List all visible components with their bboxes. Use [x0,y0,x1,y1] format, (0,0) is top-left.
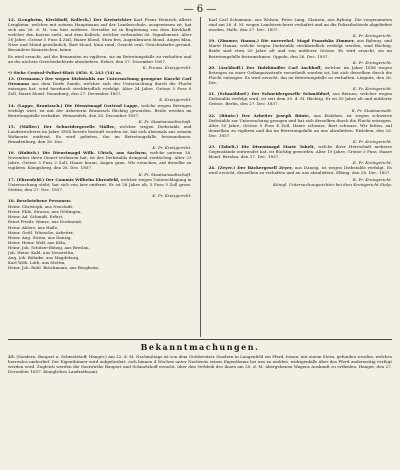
notice-heading: 14. (Lappe, Brantzsch.) Die Dienstmagd Gertrud Lappe, [8,102,140,108]
list-item: Heinr. Ad. Schmidt, Erfurt, [8,214,64,220]
notice-signature: K. Pr. Kreisgericht. [352,176,392,182]
notice-entry [8,124,192,144]
notice-heading: *) Siehe Central-Polizei-Blatt 1856. S. 243 (14) ac. [8,69,123,75]
notice-body: welche wegen Betruges verfolgt wird, ist mit der Arbeiterin Brantzsch flüchtig geworden. Beide werden im Betretungsfalle verhaftet. Weissenfels, den 26. December 1857. [8,102,192,118]
notice-heading: 24. (Zeyer.) Der Bäckergesell Zeyer, [208,165,293,171]
notice-signature: K. Preuss. Kreisgericht. [142,64,192,70]
notice-heading: 15. (Mäller.) Der Schneidergeselle Mäller, [8,123,116,129]
notice-heading: 16. (Habich.) Die Dienstmagd Wilh. Ulrich, aus Sachsen, [8,150,148,156]
notice-entry [8,54,192,64]
notice-body: aus Bernau, welcher wegen Diebstahls verfolgt wird, ist seit dem 20. d. M. flüchtig. Er ist 30 Jahre alt und mittlerer Grösse. Berlin, den 27. Dec. 1857. [208,91,392,107]
notice-signature: K. Pr. Kreisgericht. [352,160,392,166]
notice-body: aus dem Dorfe Sande, welcher sich der Untersuchung durch die Flucht entzogen hat, wird hierdurch steckbrieflich verfolgt. Alter 24 Jahre, Grösse 5 Fuss 6 Zoll, Haare blond. Naumburg, den 27. December 1857. [8,81,192,97]
notice-heading: 18. Beschriebene Personen: [8,198,72,204]
right-entries [208,17,392,182]
notice-entry [208,165,392,175]
column-divider [200,17,201,337]
list-item: Heinr. Joh. Ruhl. Brückmann, aus Bergheim, [8,264,100,270]
notice-signature: K. Pr. Kreisgericht. [152,193,192,199]
list-item: Heinr. Ehle, Strasse, aus Göttingen, [8,209,82,215]
notice-body: Es wird ersucht, auf die Benannten zu vigiliren, sie im Betretungsfalle zu verhaften und an die nächste Gerichtsbehörde abzuliefern. Erfurt, den 27. December 1857. [8,53,192,64]
list-item: Joh. Heinr. Kahl, aus Neustettin, [8,249,75,255]
notice-body: aus Danzig, ist wegen Diebstahls verfolgt. Es wird ersucht, denselben zu verhaften und an uns abzuliefern. Elbing, den 26. Dec. 1857. [208,165,392,176]
announcement-number: 25. [8,354,16,359]
notice-body: aus Ryburg, und Marie Hanna, welche wegen Diebstahls steckbrieflich verfolgt werden, sind flüchtig. Beide sind etwa 20 Jahre alt und von mittlerer Grösse. Es wird ersucht, sie im Betretungsfalle festzunehmen. Oppeln, den 26. Dec. 1857. [208,38,392,59]
notice-heading: 22. (Bünte.) Der Arbeiter Joseph Bünte, [208,112,311,118]
notice-body: welcher im Jahre 1856 wegen Betruges zu einer Gefängnissstrafe verurtheilt worden ist, hat sich derselben durch die Flucht entzogen. Es wird ersucht, ihn im Betretungsfalle zu verhaften. Liegnitz, den 26. Dec. [208,64,392,85]
list-item: Heinr. Joh. Schütze-Bötzig, aus Breslau, [8,244,90,250]
notice-signature: K. Pr. Kreisgericht. [352,86,392,92]
left-column [8,17,192,337]
notice-heading: 12. (Lengheim, Kirchhoff, Kolleck.) Der Kreisrichter [8,17,132,22]
list-item: Heinr. Heinr. Wolf, aus Köln, [8,239,67,245]
notice-heading: 17. (Ehrenfeld.) Der Commis Wilhelm Ehrenfeld, [8,176,120,182]
notice-signature: K. Pr. Staatsanwaltschaft. [138,171,192,177]
notice-entry [8,70,192,75]
notice-entry [8,76,192,96]
list-item: Ernst Friedr. Wanze, aus Dortmund, [8,219,83,225]
announcement-text: (Sondern, Baupert u. Schmelzhoff, Hanger.) Am 22. d. M. Nachmittags ist von dem Gutsbesitzer Sondern in Langenfeld ein Pferd, braun, mit einem Stern, gefunden worden, welches herrenlos umherlief. Der Eigenthümer wird aufgefordert, sich binnen 4 Wochen unter Nachweis seines Eigenthums bei uns zu melden, widrigenfalls über das Pferd anderweitig verfügt werden wird. Zugleich werden die Gastwirthe Baupert und Schmelzhoff ersucht, über den Verbleib des ihnen am 20. d. M. übergebenen Wagens Auskunft zu ertheilen. Hanger, den 27. December 1857. Königliches Landrathsamt. [8,354,392,375]
notice-entry [8,103,192,118]
notice-entry [208,91,392,106]
notice-signature: K. Pr. Staatsanwalt. [351,107,392,113]
announcement [8,354,392,374]
notice-body: welcher wegen Diebstahls und Landstreicherei im Jahre 1854 bereits bestraft worden ist, hat sich abermals aus seinem Wohnorte entfernt. Es wird gebeten, ihn im Betretungsfalle festzunehmen. Brandenburg, den 26. Dec. [8,123,192,145]
right-column [208,17,392,337]
notice-signature: K. Pr. Staatsanwaltschaft. [138,118,192,124]
notice-heading: 23. (Tabelt.) Die Dienstmagd Marie Tabelt, [208,144,315,150]
list-item: Heinr. Aug. Ström, aus Danzig, [8,234,72,240]
list-item: Heinr. Gottl. Wünsche, Arbeiter, [8,229,74,235]
notice-entry [208,144,392,159]
notice-signature: K. Pr. Kreisgericht. [352,59,392,65]
notice-entry [8,198,192,203]
page-number: — 6 — [183,4,217,15]
notice-entry [208,38,392,58]
list-item: Heinr. Ahlers, aus Halle, [8,224,59,230]
notice-heading: 20. (Aschhoff.) Der Holzhändler Carl Aschhoff, [208,64,322,70]
notice-heading: 19. (Zimmer, Hanna.) Die unverehel. Magd Franziska Zimmer, [208,38,355,44]
list-item: Karl Wilh. Lüth, aus Stettin, [8,259,66,265]
person-list [8,204,192,270]
notice-heading: 21. (Schmöldorf.) Der Schneidergeselle Schmöldorf, [208,91,331,97]
notice-body: aus Eisleben, ist wegen schweren Diebstahls zur Untersuchung gezogen und hat sich derselben durch die Flucht entzogen. Alter 35 Jahre, Grösse 5 Fuss 4 Zoll, Haare schwarz, Bart schwarz. Wir bitten, auf denselben zu vigiliren und ihn im Betretungsfalle an uns abzuliefern. Eisleben, den 26. Dec. 1857. [208,112,392,138]
notice-signature: K. Pr. Kreisgericht. [152,145,192,151]
right-footer-signature: Königl. Untersuchungsrichter bei dem Kreisgericht Stolp. [273,181,392,187]
notice-body: welcher wegen Unterschlagung in Untersuchung steht, hat sich von hier entfernt. Er ist 26 Jahre alt, 5 Fuss 5 Zoll gross. Stettin, den 27. Dec. 1857. [8,176,192,192]
notice-entry [208,65,392,85]
section-title: Bekanntmachungen. [140,342,260,352]
two-column-body [8,17,392,337]
notice-signature: K. Pr. Kreisgericht. [352,33,392,39]
notice-body: Karl Franz Heinrich Albert Lengheim, welcher mit seinem Hauptmann auf der Landesschule, ausgewiesen ist, hat sich am 26. d. M. von hier entfernt. Derselbe ist in Begleitung von dem Kirchhoff, welcher den Karren zieht, und dem Kolleck, welcher verbunden ist. Signalement: Alter 28 Jahre, Grösse 5 Fuss 4 Zoll, Haare blond, Stirn frei, Augenbrauen blond, Augen blau, Nase und Mund gewöhnlich, Bart blond, Kinn rund, Gesicht oval, Gesichtsfarbe gesund. Besondere Kennzeichen: keine. [8,17,192,53]
notice-entry [208,113,392,138]
section-rule [8,339,392,340]
notice-body: welche ihrer Herrschaft mehrere Gegenstände entwendet hat, ist flüchtig geworden. Alter 19 Jahre, Grösse 5 Fuss, Haare blond. Breslau, den 27. Dec. 1857. [208,144,392,160]
notice-entry [208,17,392,32]
notice-signature: K. Pr. Kreisgericht. [352,139,392,145]
notice-body: welche unterm 30. November ihren Dienst verlassen hat, ist des Diebstahls dringend verdächtig. Alter 23 Jahre, Grösse 5 Fuss 2 Zoll, Haare braun, Augen grau. Wir ersuchen, auf dieselbe zu vigiliren. Königsberg, den 26. Dec. 1857. [8,150,192,171]
notice-body: Karl Carl Schumann, aus Wolsen, Peter Lang, Glanzen, aus Ryburg. Die vorgenannten sind am 26. d. M. wegen Landstreicherei verhaftet und an die Polizeibehörde abgeliefert worden. Halle, den 27. Dec. 1857. [208,17,392,33]
list-item: Heinr. Christoph, aus Neustadt, [8,204,74,210]
list-item: Aug. Joh. Böhnke, aus Magdeburg, [8,254,80,260]
notice-heading: 13. (Oremann.) Der wegen Diebstahls zur Untersuchung gezogene Knecht Carl Oremann [8,76,192,87]
notice-entry [8,150,192,170]
notice-signature: K. Kreisgericht. [159,97,192,103]
notice-entry [8,17,192,52]
notice-entry [8,177,192,192]
left-entries [8,17,192,203]
